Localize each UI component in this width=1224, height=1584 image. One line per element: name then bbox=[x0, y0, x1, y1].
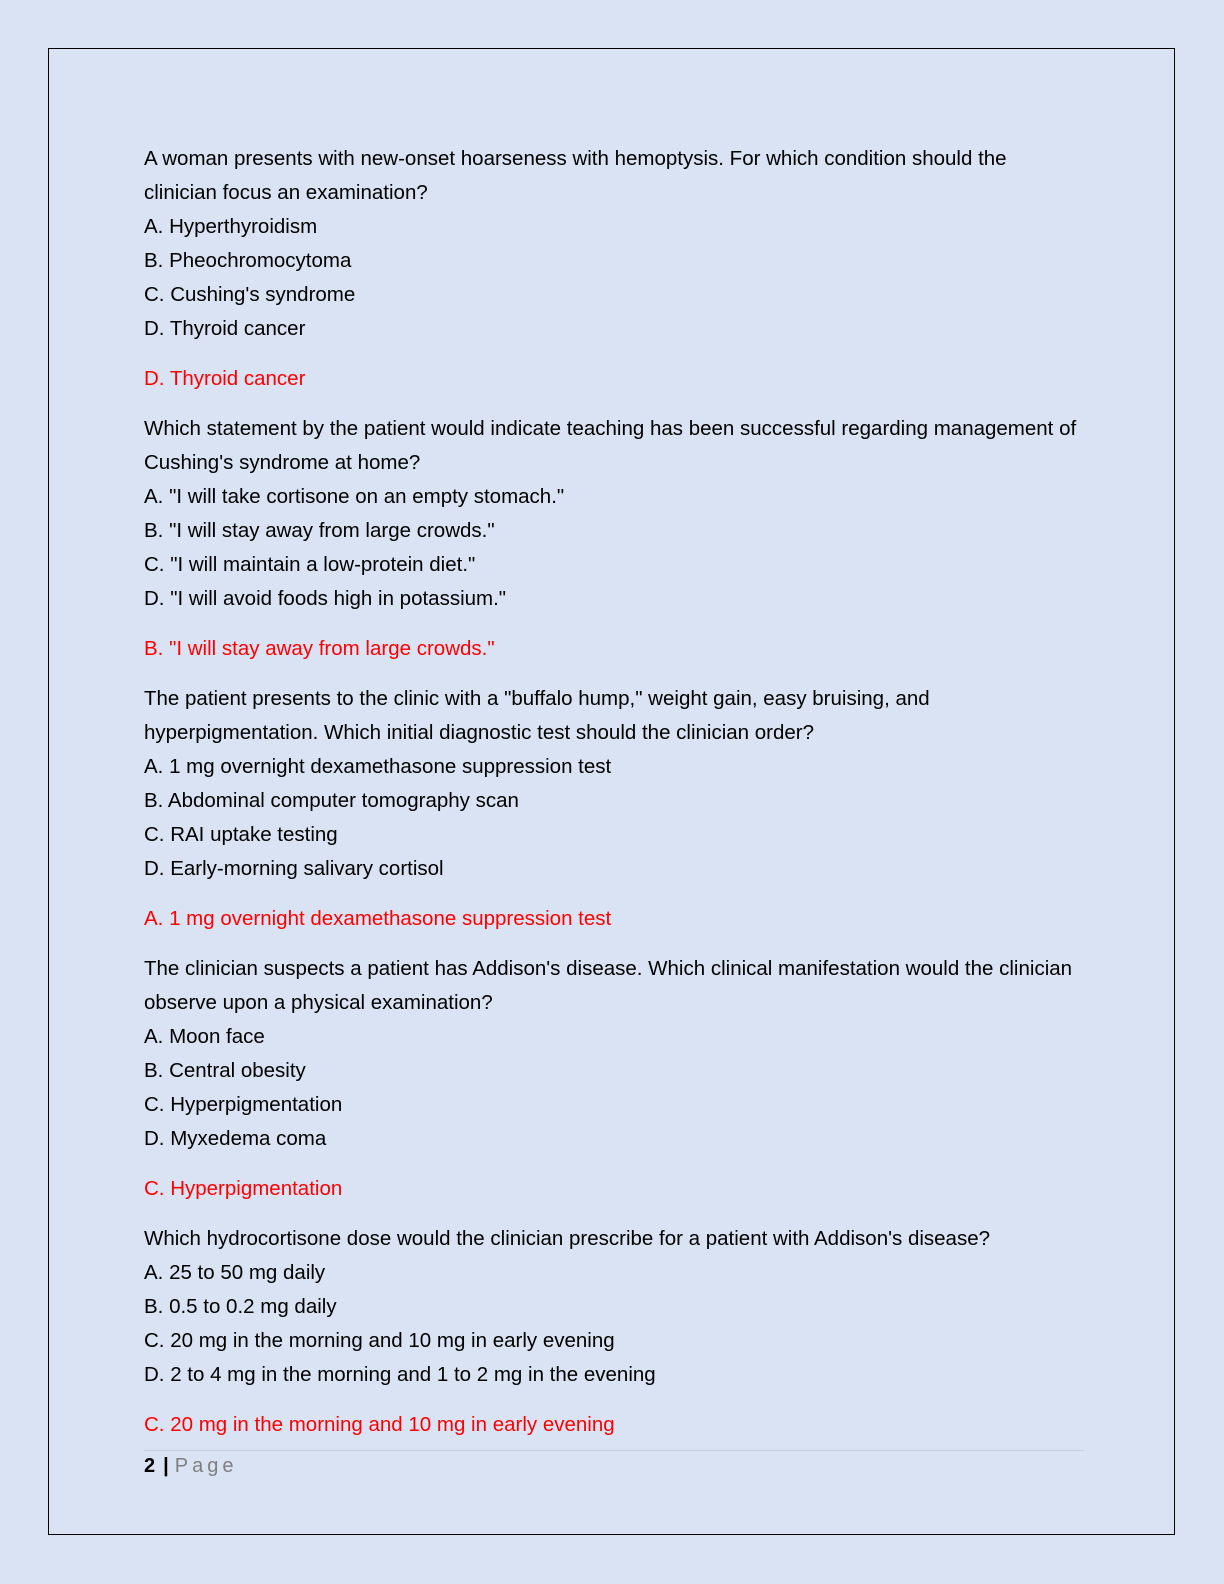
option-c: C. RAI uptake testing bbox=[144, 823, 338, 846]
option-d: D. Myxedema coma bbox=[144, 1127, 327, 1150]
option-a: A. Hyperthyroidism bbox=[144, 215, 318, 238]
answer-text: D. Thyroid cancer bbox=[144, 367, 306, 390]
question-block bbox=[144, 952, 1084, 1156]
footer-separator: | bbox=[163, 1455, 169, 1477]
question-block bbox=[144, 1222, 1084, 1392]
option-d: D. Early-morning salivary cortisol bbox=[144, 857, 444, 880]
answer-text: C. 20 mg in the morning and 10 mg in early evening bbox=[144, 1413, 615, 1436]
page-number: 2 bbox=[144, 1455, 156, 1477]
option-c: C. "I will maintain a low-protein diet." bbox=[144, 553, 476, 576]
question-text: The clinician suspects a patient has Addison's disease. Which clinical manifestation would the clinician observe upon a physical examination? bbox=[144, 957, 1073, 1014]
option-a: A. "I will take cortisone on an empty stomach." bbox=[144, 485, 565, 508]
footer-divider bbox=[144, 1450, 1084, 1451]
option-a: A. 1 mg overnight dexamethasone suppression test bbox=[144, 755, 612, 778]
question-text: The patient presents to the clinic with a "buffalo hump," weight gain, easy bruising, and hyperpigmentation. Which initial diagnostic test should the clinician order? bbox=[144, 687, 930, 744]
option-b: B. Abdominal computer tomography scan bbox=[144, 789, 519, 812]
answer-text: C. Hyperpigmentation bbox=[144, 1177, 343, 1200]
option-c: C. Cushing's syndrome bbox=[144, 283, 356, 306]
option-b: B. "I will stay away from large crowds." bbox=[144, 519, 495, 542]
option-d: D. 2 to 4 mg in the morning and 1 to 2 mg in the evening bbox=[144, 1363, 656, 1386]
question-block bbox=[144, 682, 1084, 886]
question-text: A woman presents with new-onset hoarseness with hemoptysis. For which condition should the clinician focus an examination? bbox=[144, 147, 1007, 204]
question-text: Which statement by the patient would indicate teaching has been successful regarding management of Cushing's syndrome at home? bbox=[144, 417, 1077, 474]
option-d: D. "I will avoid foods high in potassium." bbox=[144, 587, 507, 610]
page-footer bbox=[144, 1451, 237, 1481]
answer-text: B. "I will stay away from large crowds." bbox=[144, 637, 495, 660]
page-label: Page bbox=[174, 1455, 238, 1477]
option-b: B. 0.5 to 0.2 mg daily bbox=[144, 1295, 337, 1318]
option-c: C. 20 mg in the morning and 10 mg in early evening bbox=[144, 1329, 615, 1352]
page-content bbox=[144, 142, 1084, 1458]
option-c: C. Hyperpigmentation bbox=[144, 1093, 343, 1116]
answer-text: A. 1 mg overnight dexamethasone suppression test bbox=[144, 907, 612, 930]
question-text: Which hydrocortisone dose would the clinician prescribe for a patient with Addison's disease? bbox=[144, 1227, 991, 1250]
question-block bbox=[144, 142, 1084, 346]
option-b: B. Central obesity bbox=[144, 1059, 306, 1082]
option-a: A. Moon face bbox=[144, 1025, 265, 1048]
option-b: B. Pheochromocytoma bbox=[144, 249, 352, 272]
option-d: D. Thyroid cancer bbox=[144, 317, 306, 340]
option-a: A. 25 to 50 mg daily bbox=[144, 1261, 326, 1284]
question-block bbox=[144, 412, 1084, 616]
